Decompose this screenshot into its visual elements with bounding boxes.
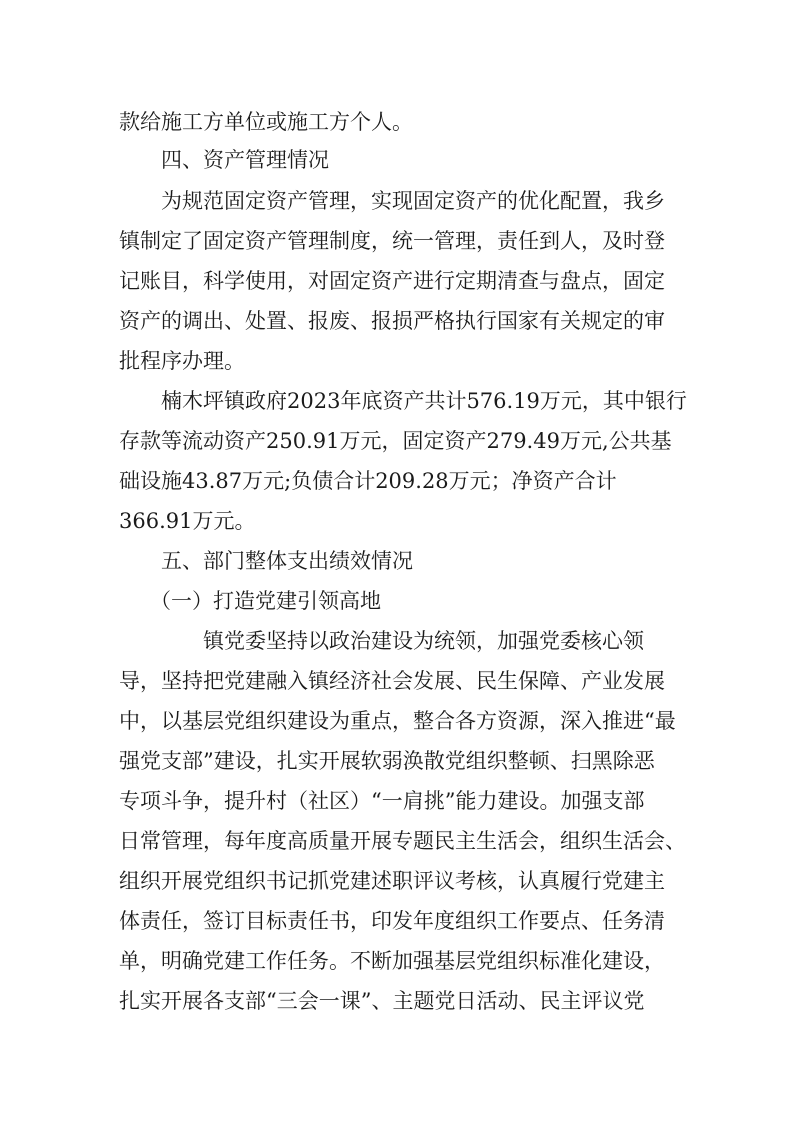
paragraph-line: 楠木坪镇政府2023年底资产共计576.19万元，其中银行 (161, 389, 687, 413)
paragraph-line: 导，坚持把党建融入镇经济社会发展、民生保障、产业发展 (119, 669, 665, 693)
subsection-heading: （一）打造党建引领高地 (150, 589, 381, 613)
paragraph-line: 组织开展党组织书记抓党建述职评议考核，认真履行党建主 (119, 869, 665, 893)
paragraph-line: 强党支部”建设，扎实开展软弱涣散党组织整顿、扫黑除恶 (119, 749, 655, 773)
section-heading: 四、资产管理情况 (161, 148, 329, 172)
paragraph-line: 镇党委坚持以政治建设为统领，加强党委核心领 (203, 629, 644, 653)
paragraph-line: 中，以基层党组织建设为重点，整合各方资源，深入推进“最 (119, 709, 676, 733)
text-line: 款给施工方单位或施工方个人。 (119, 110, 413, 134)
paragraph-line: 记账目，科学使用，对固定资产进行定期清查与盘点，固定 (119, 269, 665, 293)
paragraph-line: 为规范固定资产管理，实现固定资产的优化配置，我乡 (161, 189, 665, 213)
paragraph-line: 日常管理，每年度高质量开展专题民主生活会，组织生活会、 (119, 829, 686, 853)
section-heading: 五、部门整体支出绩效情况 (161, 549, 413, 573)
paragraph-line: 资产的调出、处置、报废、报损严格执行国家有关规定的审 (119, 309, 665, 333)
paragraph-line: 存款等流动资产250.91万元，固定资产279.49万元,公共基 (119, 429, 672, 453)
paragraph-line: 础设施43.87万元;负债合计209.28万元；净资产合计 (119, 469, 617, 493)
paragraph-line: 体责任，签订目标责任书，印发年度组织工作要点、任务清 (119, 909, 665, 933)
paragraph-line: 扎实开展各支部“三会一课”、主题党日活动、民主评议党 (119, 989, 645, 1013)
paragraph-line: 批程序办理。 (119, 349, 245, 373)
paragraph-line: 镇制定了固定资产管理制度，统一管理，责任到人，及时登 (119, 229, 665, 253)
paragraph-line: 单，明确党建工作任务。不断加强基层党组织标准化建设， (119, 949, 665, 973)
paragraph-line: 366.91万元。 (119, 509, 256, 533)
paragraph-line: 专项斗争，提升村（社区）“一肩挑”能力建设。加强支部 (119, 789, 645, 813)
